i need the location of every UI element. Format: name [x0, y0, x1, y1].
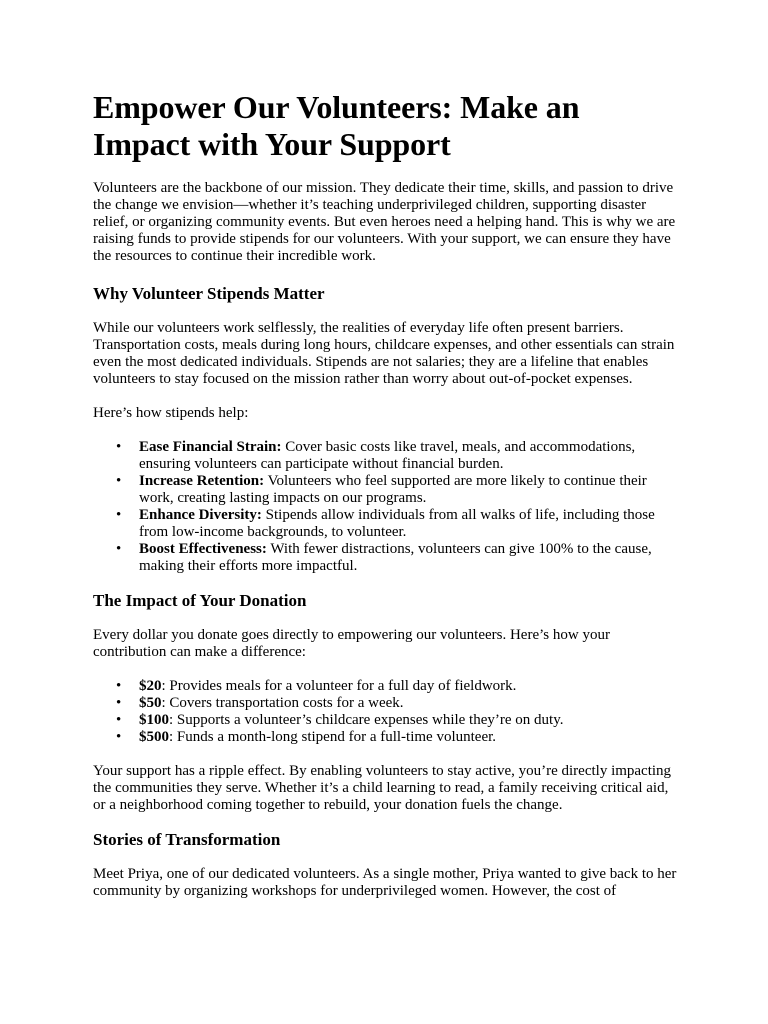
donation-impact-paragraph: Every dollar you donate goes directly to empowering our volunteers. Here’s how your contribution can make a difference: [93, 627, 610, 660]
bullet-icon: • [116, 541, 122, 557]
list-item [116, 712, 683, 729]
list-item [116, 695, 683, 712]
donation-tiers-list [93, 678, 683, 746]
list-item-text: Volunteers who feel supported are more likely to continue their work, creating lasting impacts on our programs. [139, 473, 647, 506]
donation-description: : Provides meals for a volunteer for a full day of fieldwork. [161, 678, 517, 694]
list-item [116, 541, 683, 575]
section-heading-stories: Stories of Transformation [93, 830, 281, 849]
page-title: Empower Our Volunteers: Make an Impact with Your Support [93, 89, 580, 162]
list-item [116, 729, 683, 746]
bullet-icon: • [116, 507, 122, 523]
bullet-icon: • [116, 439, 122, 455]
intro-paragraph: Volunteers are the backbone of our mission. They dedicate their time, skills, and passion to drive the change we envision—whether it’s teaching underprivileged children, supporting disaster relief, or organizing community events. But even heroes need a helping hand. This is why we are raising funds to provide stipends for our volunteers. With your support, we can ensure they have the resources to continue their incredible work. [93, 180, 676, 264]
list-item [116, 507, 683, 541]
section-heading-donation-impact: The Impact of Your Donation [93, 591, 307, 610]
bullet-icon: • [116, 695, 122, 711]
donation-amount: $100 [139, 712, 169, 728]
donation-amount: $500 [139, 729, 169, 745]
section-heading-why-stipends: Why Volunteer Stipends Matter [93, 284, 325, 303]
bullet-icon: • [116, 712, 122, 728]
list-item [116, 439, 683, 473]
donation-description: : Covers transportation costs for a week. [161, 695, 404, 711]
list-item-term: Ease Financial Strain: [139, 439, 282, 455]
list-item-text: With fewer distractions, volunteers can give 100% to the cause, making their efforts more impactful. [139, 541, 652, 574]
donation-amount: $50 [139, 695, 162, 711]
list-item [116, 473, 683, 507]
ripple-effect-paragraph: Your support has a ripple effect. By enabling volunteers to stay active, you’re directly impacting the communities they serve. Whether it’s a child learning to read, a family receiving critical aid, or a neighborhood coming together to rebuild, your donation fuels the change. [93, 763, 672, 813]
stipend-benefits-list [93, 439, 683, 575]
list-item-term: Increase Retention: [139, 473, 265, 489]
why-stipends-paragraph: While our volunteers work selflessly, the realities of everyday life often present barriers. Transportation costs, meals during long hours, childcare expenses, and other essentials can strain even the most dedicated individuals. Stipends are not salaries; they are a lifeline that enables volunteers to stay focused on the mission rather than worry about out-of-pocket expenses. [93, 320, 675, 387]
bullet-icon: • [116, 678, 122, 694]
list-item-term: Boost Effectiveness: [139, 541, 267, 557]
donation-description: : Supports a volunteer’s childcare expenses while they’re on duty. [169, 712, 564, 728]
donation-amount: $20 [139, 678, 162, 694]
bullet-icon: • [116, 729, 122, 745]
donation-description: : Funds a month-long stipend for a full-time volunteer. [169, 729, 497, 745]
list-item-text: Stipends allow individuals from all walks of life, including those from low-income backgrounds, to volunteer. [139, 507, 655, 540]
how-stipends-help-intro: Here’s how stipends help: [93, 405, 249, 421]
document-body [93, 0, 683, 900]
list-item-term: Enhance Diversity: [139, 507, 262, 523]
priya-story-paragraph: Meet Priya, one of our dedicated volunteers. As a single mother, Priya wanted to give back to her community by organizing workshops for underprivileged women. However, the cost of [93, 866, 677, 899]
bullet-icon: • [116, 473, 122, 489]
list-item [116, 678, 683, 695]
list-item-text: Cover basic costs like travel, meals, and accommodations, ensuring volunteers can participate without financial burden. [139, 439, 636, 472]
